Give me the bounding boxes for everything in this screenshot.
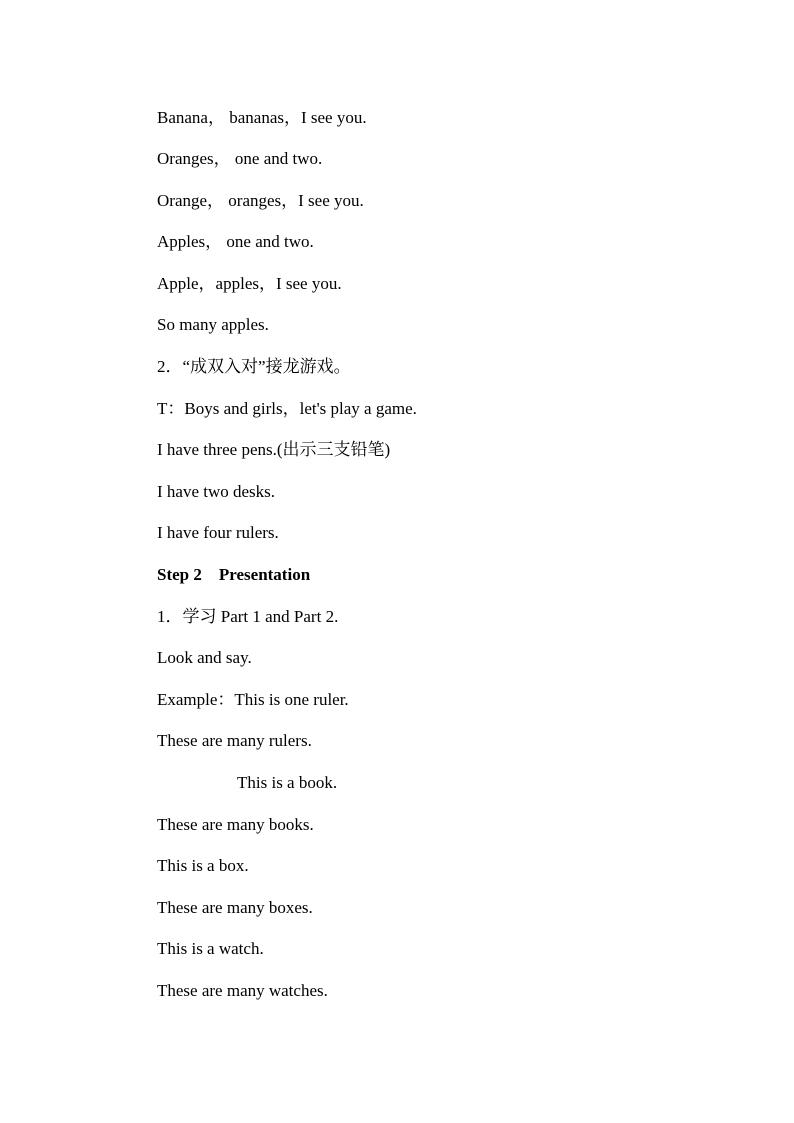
text-line: Apple，apples，I see you. bbox=[157, 274, 342, 293]
section-heading: Step 2 Presentation bbox=[157, 565, 311, 584]
text-line: This is a book. bbox=[237, 773, 338, 792]
text-line: Look and say. bbox=[157, 648, 252, 667]
text-line: Orange， oranges，I see you. bbox=[157, 191, 364, 210]
text-line: These are many rulers. bbox=[157, 731, 312, 750]
text-line: 1．学习 Part 1 and Part 2. bbox=[157, 607, 339, 626]
text-line: This is a watch. bbox=[157, 939, 264, 958]
text-line: These are many watches. bbox=[157, 981, 328, 1000]
text-line: I have three pens.(出示三支铅笔) bbox=[157, 440, 391, 459]
text-line: 2．“成双入对”接龙游戏。 bbox=[157, 357, 351, 376]
text-line: Oranges， one and two. bbox=[157, 149, 323, 168]
text-line: Apples， one and two. bbox=[157, 232, 314, 251]
text-line: T：Boys and girls，let's play a game. bbox=[157, 399, 417, 418]
text-line: Banana， bananas，I see you. bbox=[157, 108, 367, 127]
text-line: So many apples. bbox=[157, 315, 269, 334]
text-line: I have two desks. bbox=[157, 482, 276, 501]
text-line: Example：This is one ruler. bbox=[157, 690, 349, 709]
text-line: These are many books. bbox=[157, 815, 314, 834]
text-line: This is a box. bbox=[157, 856, 249, 875]
text-line: I have four rulers. bbox=[157, 523, 279, 542]
text-line: These are many boxes. bbox=[157, 898, 313, 917]
